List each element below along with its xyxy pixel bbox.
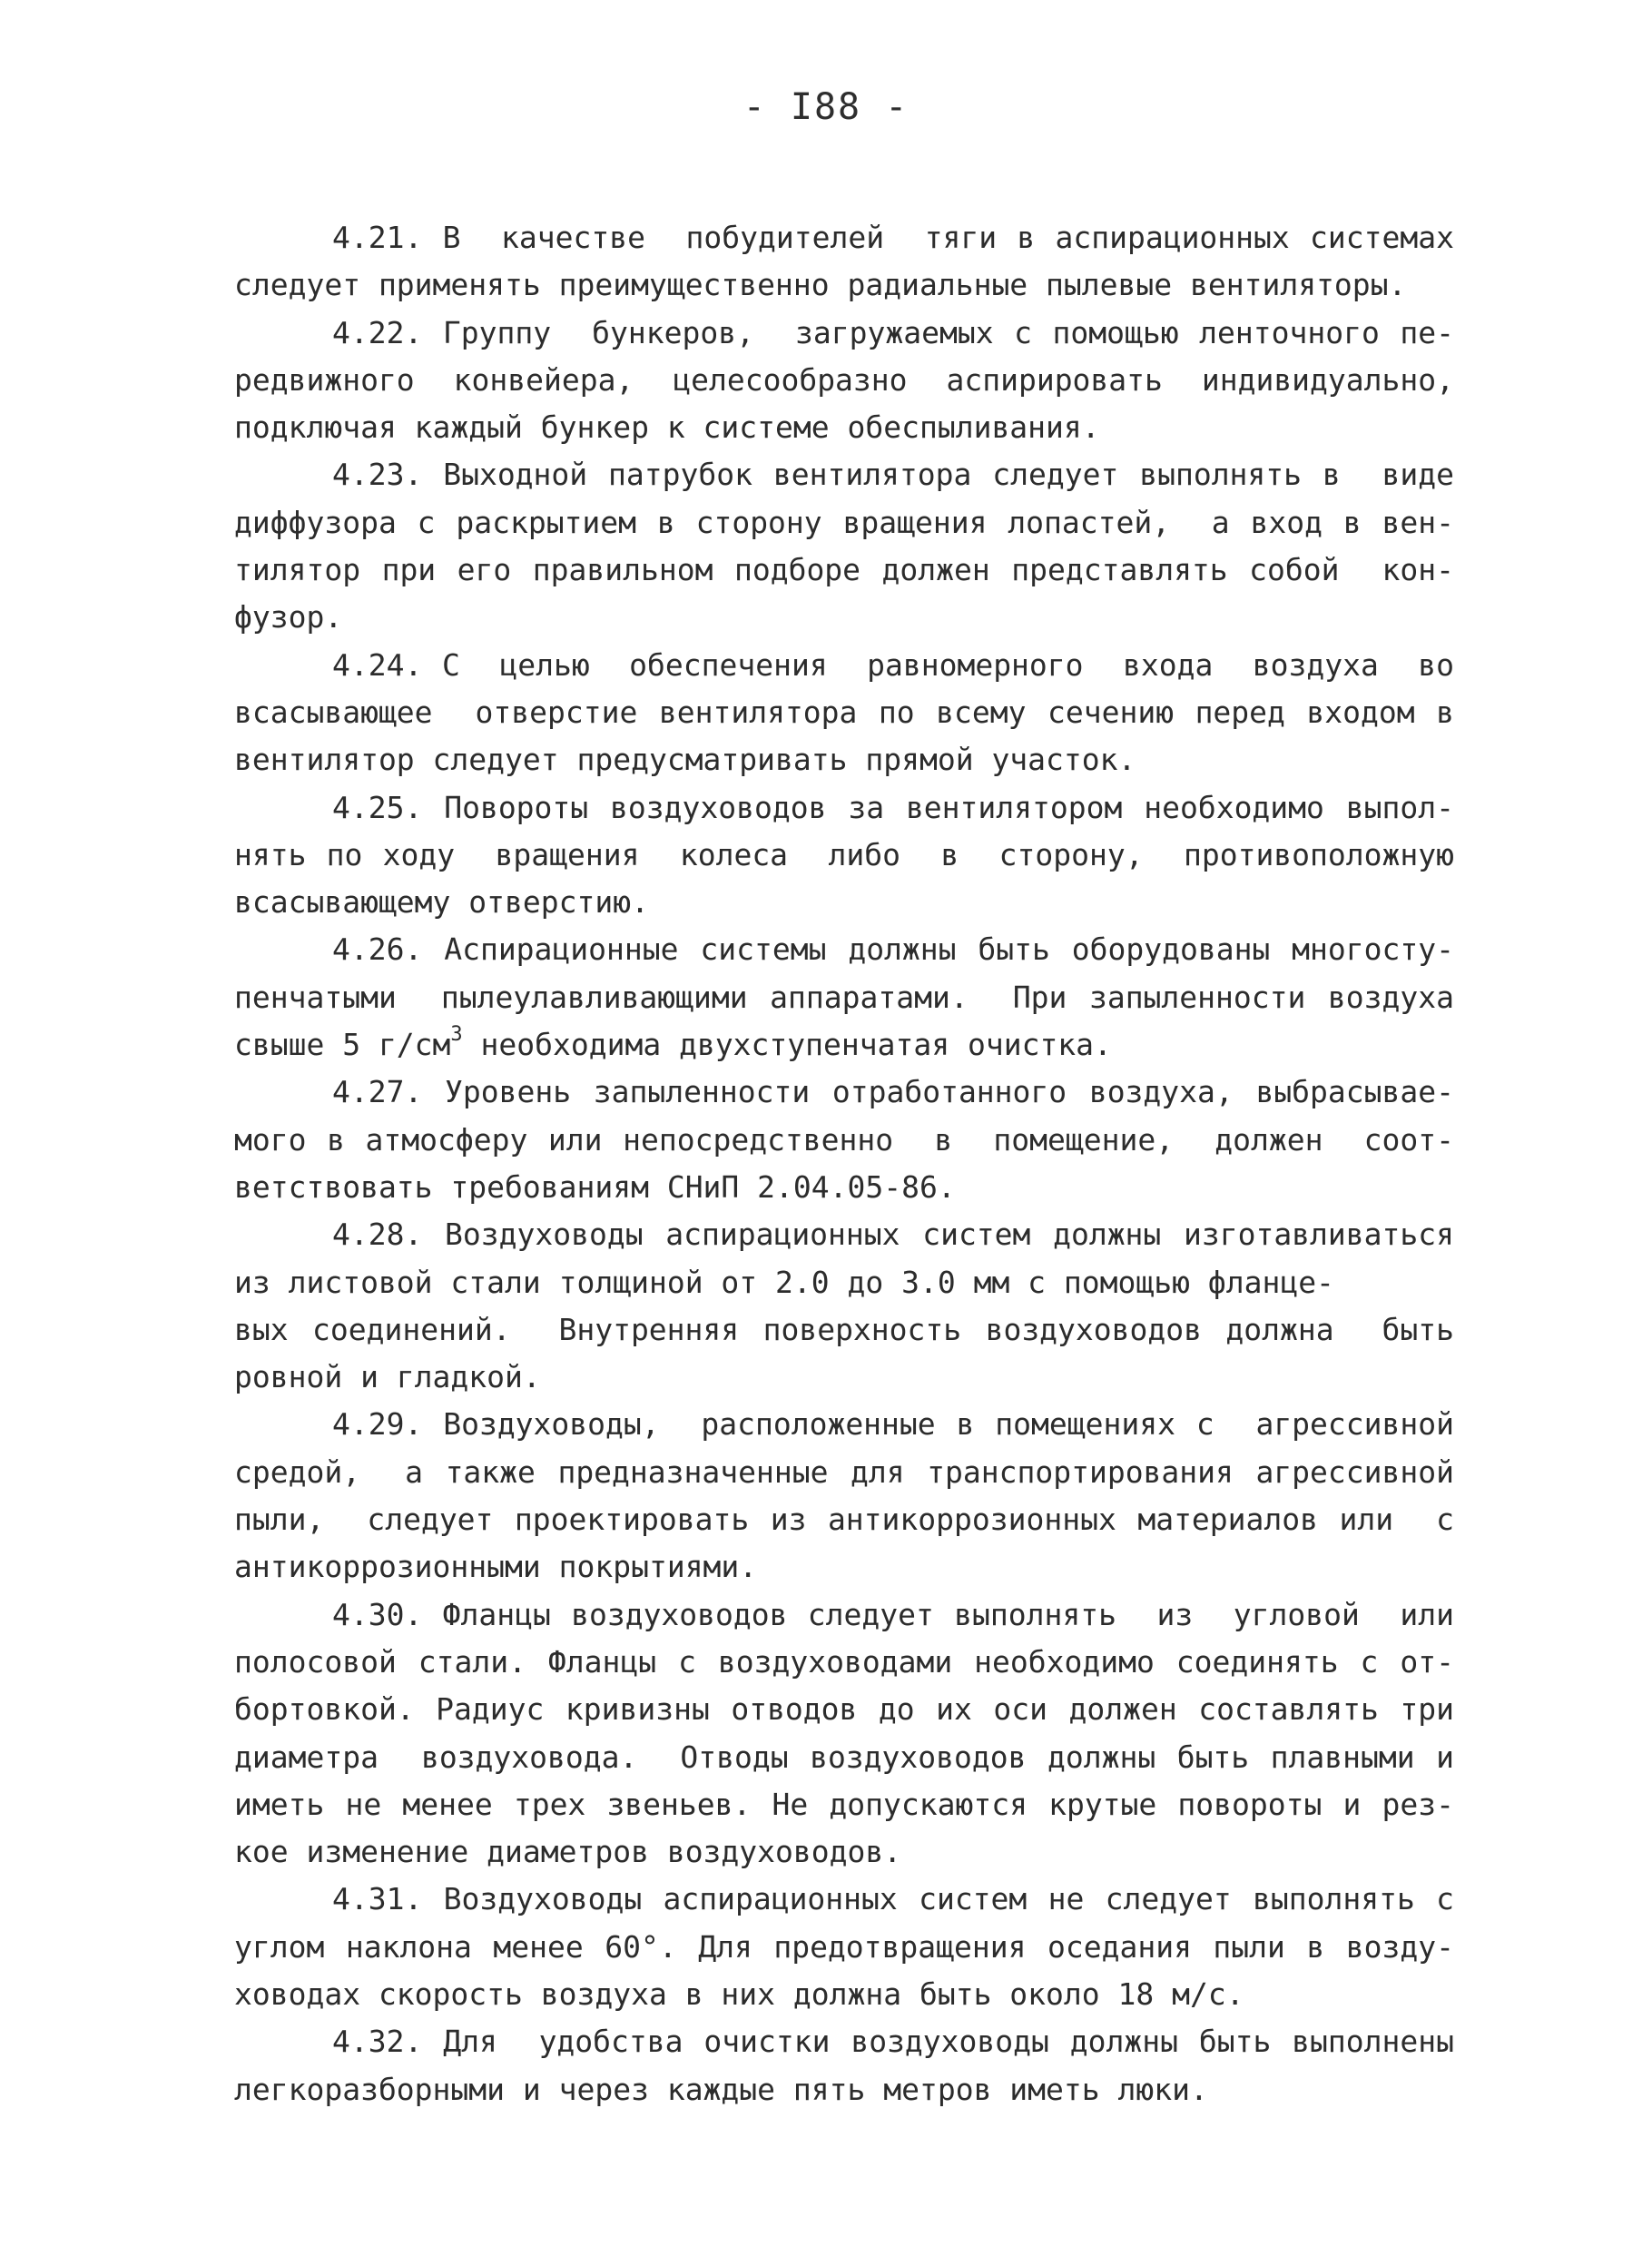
text-line: 4.30. Фланцы воздуховодов следует выполнять из угловой или (332, 1596, 1454, 1632)
text-line: ровной и гладкой. (234, 1359, 541, 1395)
paragraph-4-28 (234, 1211, 1454, 1401)
text-line: 4.32. Для удобства очистки воздуховоды должны быть выполнены (332, 2024, 1454, 2060)
text-line: средой, а также предназначенные для транспортирования агрессивной (234, 1453, 1454, 1490)
text-line: пенчатыми пылеулавливающими аппаратами. При запыленности воздуха (234, 979, 1454, 1015)
text-line: 4.28. Воздуховоды аспирационных систем должны изготавливаться (332, 1217, 1454, 1253)
text-line: редвижного конвейера, целесообразно аспирировать индивидуально, (234, 361, 1454, 398)
text-line: ховодах скорость воздуха в них должна быть около 18 м/с. (234, 1975, 1244, 2012)
paragraph-4-29 (234, 1401, 1454, 1591)
paragraph-4-27 (234, 1069, 1454, 1211)
text-line: вентилятор следует предусматривать прямой участок. (234, 742, 1136, 778)
text-fragment: свыше 5 г/см (234, 1027, 451, 1063)
text-line: вых соединений. Внутренняя поверхность воздуховодов должна быть (234, 1311, 1454, 1347)
text-line: 4.24. С целью обеспечения равномерного входа воздуха во (332, 646, 1454, 683)
text-line: углом наклона менее 60°. Для предотвращения оседания пыли в возду- (234, 1928, 1454, 1965)
text-line: антикоррозионными покрытиями. (234, 1549, 758, 1585)
paragraph-4-31 (234, 1876, 1454, 2018)
page-number: - I88 - (742, 86, 910, 128)
text-line: 4.29. Воздуховоды, расположенные в помещениях с агрессивной (332, 1406, 1454, 1443)
text-line: иметь не менее трех звеньев. Не допускаются крутые повороты и рез- (234, 1786, 1454, 1822)
text-line: следует применять преимущественно радиальные пылевые вентиляторы. (234, 267, 1407, 303)
text-line: легкоразборными и через каждые пять метров иметь люки. (234, 2071, 1208, 2107)
text-line: 4.21. В качестве побудителей тяги в аспирационных системах (332, 220, 1454, 255)
text-line: нять по ходу вращения колеса либо в сторону, противоположную (234, 836, 1454, 872)
text-line: 4.26. Аспирационные системы должны быть оборудованы многосту- (332, 931, 1454, 968)
paragraph-4-25 (234, 784, 1454, 927)
text-line: кое изменение диаметров воздуховодов. (234, 1834, 902, 1870)
paragraph-4-24 (234, 642, 1454, 784)
paragraph-4-30 (234, 1591, 1454, 1877)
text-line: 4.22. Группу бункеров, загружаемых с помощью ленточного пе- (332, 314, 1454, 350)
paragraph-4-32 (234, 2018, 1454, 2113)
text-line: диаметра воздуховода. Отводы воздуховодов должны быть плавными и (234, 1739, 1454, 1775)
text-line: ветствовать требованиям СНиП 2.04.05-86. (234, 1168, 956, 1205)
text-line: 4.27. Уровень запыленности отработанного воздуха, выбрасывае- (332, 1074, 1454, 1110)
text-line: 4.23. Выходной патрубок вентилятора следует выполнять в виде (332, 457, 1454, 493)
text-line: 4.31. Воздуховоды аспирационных систем не следует выполнять с (332, 1881, 1454, 1917)
text-line: из листовой стали толщиной от 2.0 до 3.0 мм с помощью фланце- (234, 1264, 1334, 1300)
superscript-cubed: 3 (450, 1023, 463, 1047)
text-line: всасывающему отверстию. (234, 884, 649, 921)
paragraph-4-23 (234, 451, 1454, 641)
text-line (234, 1021, 1454, 1069)
text-line: пыли, следует проектировать из антикоррозионных материалов или с (234, 1502, 1454, 1538)
paragraph-4-22 (234, 310, 1454, 452)
text-line: всасывающее отверстие вентилятора по всему сечению перед входом в (234, 694, 1454, 730)
text-line: тилятор при его правильном подборе должен представлять собой кон- (234, 552, 1454, 588)
text-line: подключая каждый бункер к системе обеспыливания. (234, 409, 1100, 446)
paragraph-4-21 (234, 214, 1454, 310)
document-body (234, 214, 1454, 2113)
text-line: диффузора с раскрытием в сторону вращения лопастей, а вход в вен- (234, 504, 1454, 540)
text-line: бортовкой. Радиус кривизны отводов до их оси должен составлять три (234, 1691, 1454, 1728)
text-line: полосовой стали. Фланцы с воздуховодами необходимо соединять с от- (234, 1643, 1454, 1680)
paragraph-4-26 (234, 926, 1454, 1069)
text-line: мого в атмосферу или непосредственно в помещение, должен соот- (234, 1121, 1454, 1158)
text-line: 4.25. Повороты воздуховодов за вентилятором необходимо выпол- (332, 789, 1454, 825)
text-fragment: необходима двухступенчатая очистка. (462, 1027, 1112, 1063)
text-line: фузор. (234, 599, 343, 635)
